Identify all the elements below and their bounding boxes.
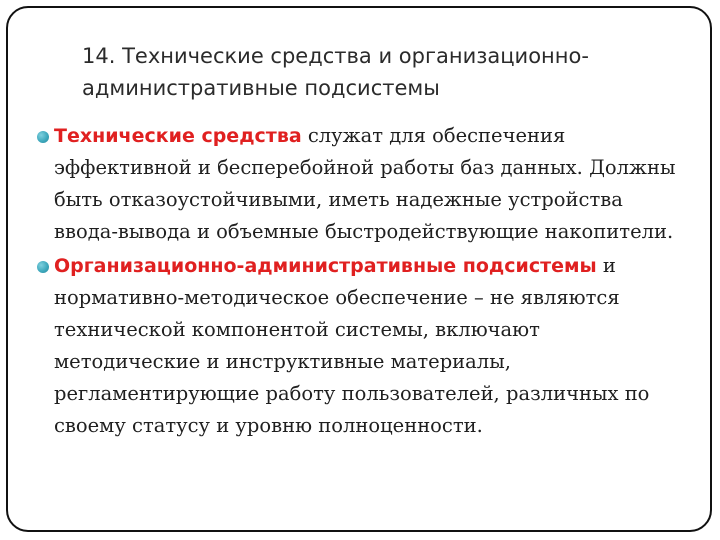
bullet-item-technical-means — [0, 120, 700, 248]
bullet-highlight: Организационно-административные подсистемы — [54, 255, 597, 277]
bullet-item-admin-subsystems — [0, 250, 700, 442]
bullet-highlight: Технические средства — [54, 125, 302, 147]
bullet-list — [0, 120, 700, 442]
bullet-dot-icon — [37, 131, 49, 143]
slide-title: 14. Технические средства и организационно-административные подсистемы — [82, 44, 589, 100]
bullet-dot-icon — [37, 261, 49, 273]
bullet-text: служат для обеспечения эффективной и бесперебойной работы баз данных. Должны быть отказоустойчивыми, иметь надежные устройства ввода-вывода и объемные быстродействующие накопители. — [54, 124, 676, 243]
bullet-text: и нормативно-методическое обеспечение – не являются технической компонентой системы, включают методические и инструктивные материалы, регламентирующие работу пользователей, различных по своему статусу и уровню полноценности. — [54, 254, 650, 437]
